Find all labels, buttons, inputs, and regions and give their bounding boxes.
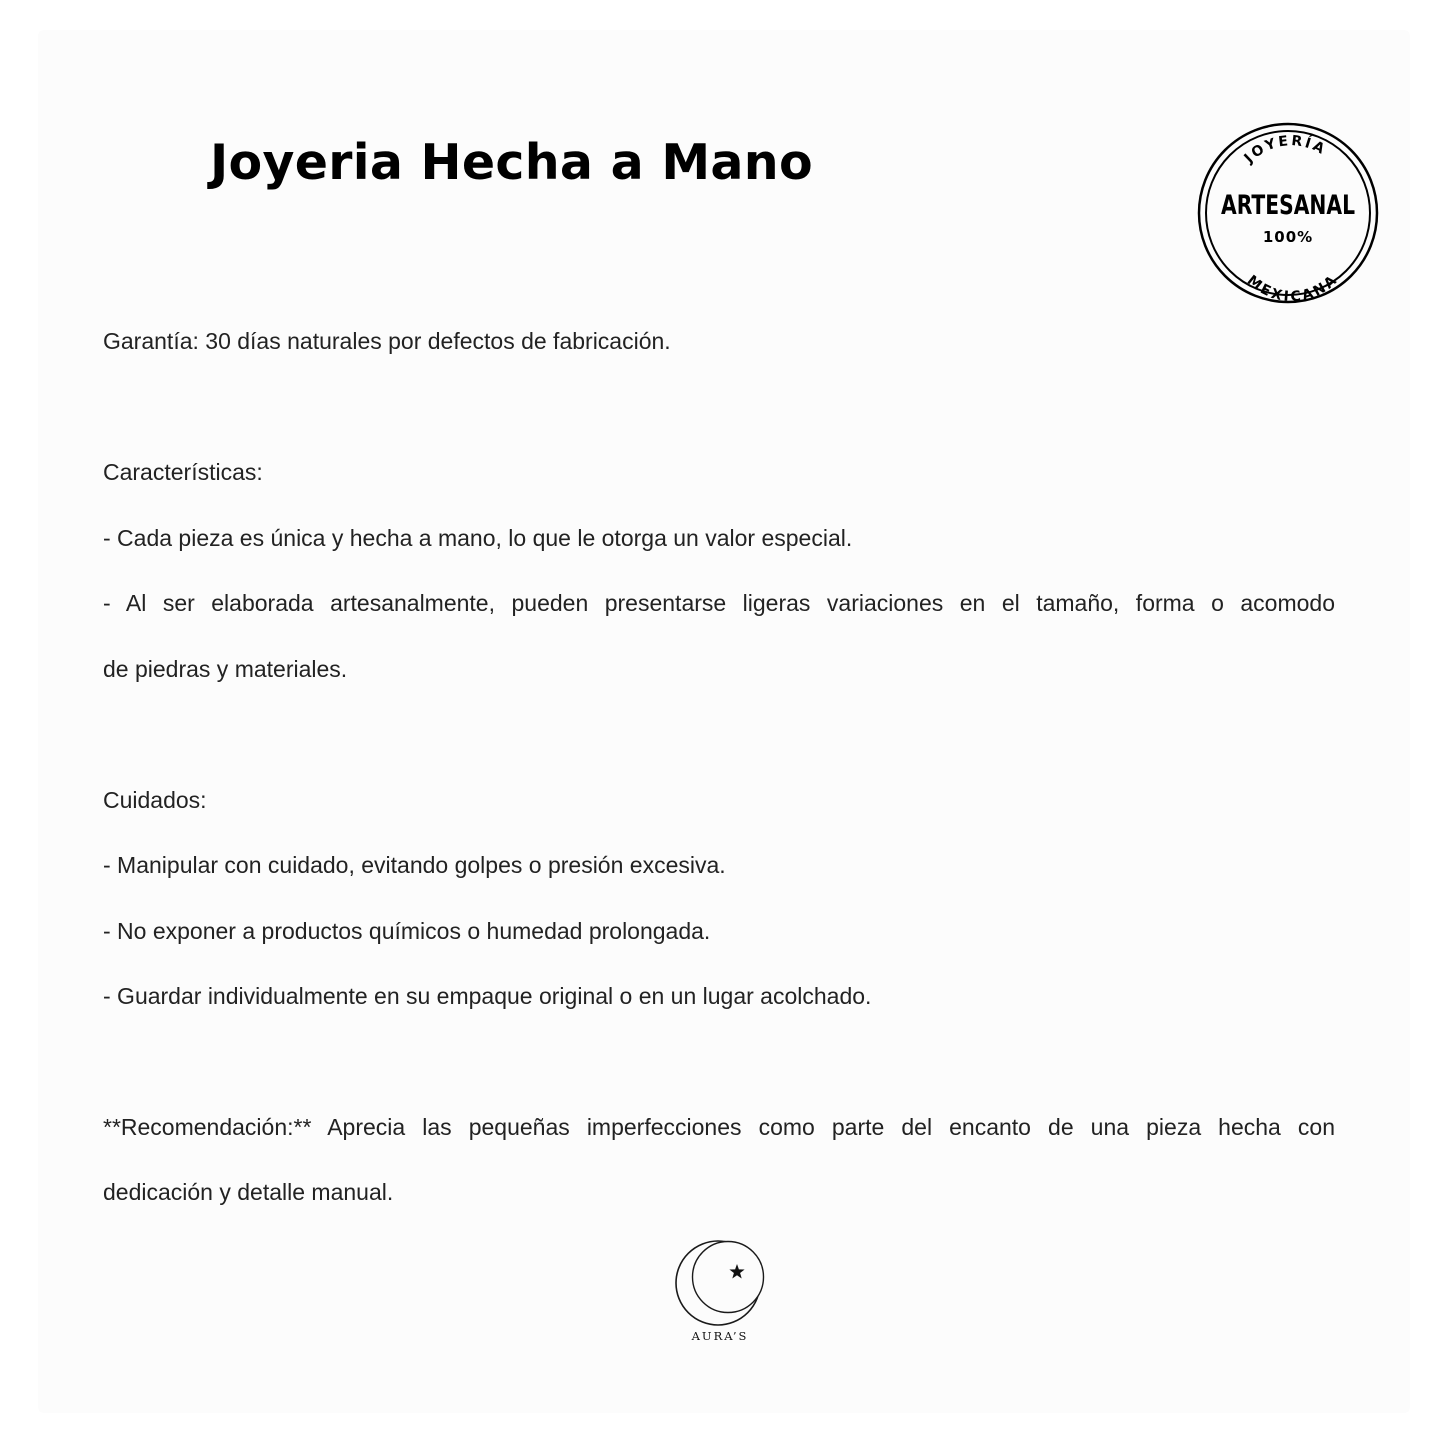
warranty-text: Garantía: 30 días naturales por defectos de fabricación.	[103, 328, 671, 354]
care-item-storage: - Guardar individualmente en su empaque original o en un lugar acolchado.	[103, 983, 872, 1009]
artesanal-seal-icon	[1196, 122, 1380, 304]
feature-item-variations-line-1: - Al ser elaborada artesanalmente, pueden presentarse ligeras variaciones en el tamaño, forma o acomodo	[103, 590, 1335, 616]
auras-logo	[668, 1236, 772, 1356]
seal-bottom-text: MEXICANA	[1243, 271, 1342, 304]
care-item-chemicals: - No exponer a productos químicos o humedad prolongada.	[103, 918, 711, 944]
feature-item-variations-line-2: de piedras y materiales.	[103, 656, 348, 682]
crescent-moon-icon	[676, 1241, 764, 1325]
seal-top-text: JOYERÍA	[1241, 133, 1330, 167]
recommendation-line-1: **Recomendación:** Aprecia las pequeñas imperfecciones como parte del encanto de una pieza hecha con	[103, 1114, 1335, 1140]
star-icon	[729, 1264, 744, 1279]
care-item-handle: - Manipular con cuidado, evitando golpes o presión excesiva.	[103, 852, 726, 878]
seal-main-text: ARTESANAL	[1221, 190, 1355, 221]
seal-percent-text: 100%	[1262, 228, 1314, 246]
feature-item-unique: - Cada pieza es única y hecha a mano, lo que le otorga un valor especial.	[103, 525, 853, 551]
features-heading: Características:	[103, 459, 263, 485]
recommendation-line-2: dedicación y detalle manual.	[103, 1179, 394, 1205]
care-heading: Cuidados:	[103, 787, 207, 813]
page-title: Joyeria Hecha a Mano	[210, 134, 813, 191]
brand-name: AURA’S	[691, 1329, 749, 1343]
